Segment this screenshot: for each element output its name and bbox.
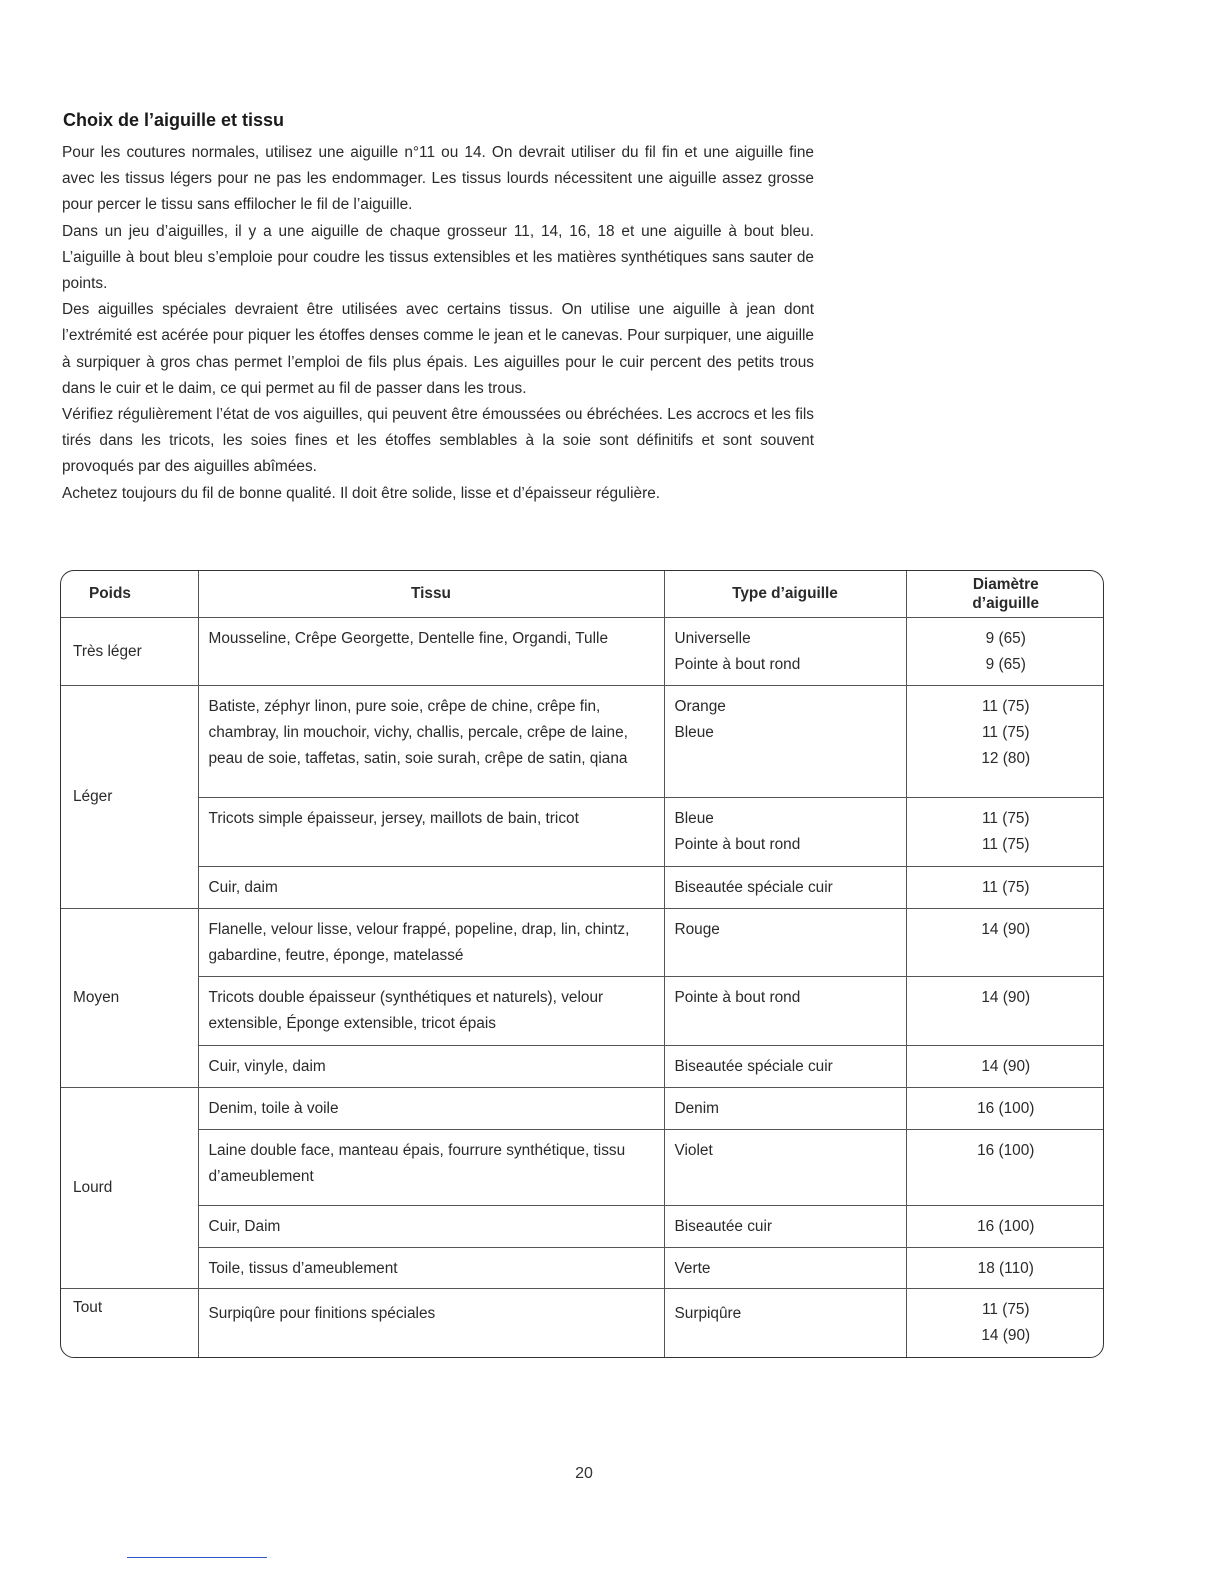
diam-value: 12 (80): [981, 750, 1031, 768]
type-value: Denim: [674, 1099, 719, 1117]
type-value: Biseautée cuir: [674, 1217, 773, 1235]
group-leger: Léger: [61, 686, 198, 908]
footer-rule: [127, 1557, 267, 1558]
group-tout: Tout: [61, 1289, 198, 1357]
cell-diametre: [906, 1087, 1104, 1129]
cell-type: [664, 1045, 906, 1087]
type-value: Rouge: [674, 920, 720, 938]
diam-value: 14 (90): [981, 1327, 1031, 1345]
cell-tissu: Cuir, daim: [198, 866, 664, 908]
header-poids: Poids: [61, 571, 198, 618]
table-header-row: [61, 571, 1104, 618]
diam-value: 14 (90): [981, 1057, 1031, 1075]
intro-text: [62, 140, 814, 507]
type-value: Pointe à bout rond: [674, 989, 801, 1007]
type-value: Biseautée spéciale cuir: [674, 1057, 833, 1075]
paragraph: Achetez toujours du fil de bonne qualité. Il doit être solide, lisse et d’épaisseur régulière.: [62, 484, 661, 502]
paragraph: Vérifiez régulièrement l’état de vos aiguilles, qui peuvent être émoussées ou ébréchées. Les accrocs et les fils tirés dans les tricots, les soies fines et les étoffes semblables à la soie sont définitifs et sont souvent provoqués par des aiguilles abîmées.: [62, 406, 814, 476]
group-tres-leger: Très léger: [61, 618, 198, 686]
diam-value: 11 (75): [981, 836, 1030, 854]
header-tissu: Tissu: [198, 571, 664, 618]
type-value: Surpiqûre: [674, 1305, 742, 1323]
table-row: [61, 1289, 1104, 1357]
table-row: [61, 1045, 1104, 1087]
group-lourd: Lourd: [61, 1087, 198, 1289]
paragraph: Pour les coutures normales, utilisez une aiguille n°11 ou 14. On devrait utiliser du fil fin et une aiguille fine avec les tissus légers pour ne pas les endommager. Les tissus lourds nécessitent une aiguille assez grosse pour percer le tissu sans effilocher le fil de l’aiguille.: [62, 144, 814, 214]
header-diametre-line1: Diamètre: [972, 576, 1039, 593]
cell-type: [664, 1289, 906, 1357]
cell-diametre: [906, 977, 1104, 1045]
cell-type: [664, 1205, 906, 1247]
group-moyen: Moyen: [61, 908, 198, 1087]
cell-tissu: Toile, tissus d’ameublement: [198, 1247, 664, 1289]
table-row: [61, 1205, 1104, 1247]
cell-type: [664, 686, 906, 798]
type-value: Violet: [674, 1141, 713, 1159]
cell-diametre: [906, 1045, 1104, 1087]
diam-value: 11 (75): [981, 698, 1030, 716]
cell-diametre: [906, 866, 1104, 908]
cell-tissu: Tricots simple épaisseur, jersey, maillots de bain, tricot: [198, 798, 664, 866]
cell-tissu: Flanelle, velour lisse, velour frappé, popeline, drap, lin, chintz, gabardine, feutre, éponge, matelassé: [198, 908, 664, 976]
cell-diametre: [906, 686, 1104, 798]
cell-type: [664, 908, 906, 976]
table-row: [61, 866, 1104, 908]
cell-tissu: Denim, toile à voile: [198, 1087, 664, 1129]
paragraph: Des aiguilles spéciales devraient être utilisées avec certains tissus. On utilise une aiguille à jean dont l’extrémité est acérée pour piquer les étoffes denses comme le jean et le canevas. Pour surpiquer, une aiguille à surpiquer à gros chas permet l’emploi de fils plus épais. Les aiguilles pour le cuir percent des petits trous dans le cuir et le daim, ce qui permet au fil de passer dans les trous.: [62, 301, 814, 397]
cell-tissu: Batiste, zéphyr linon, pure soie, crêpe de chine, crêpe fin, chambray, lin mouchoir, vichy, challis, percale, crêpe de laine, peau de soie, taffetas, satin, soie surah, crêpe de satin, qiana: [198, 686, 664, 798]
diam-value: 9 (65): [985, 656, 1026, 673]
cell-type: [664, 1129, 906, 1205]
cell-diametre: [906, 1205, 1104, 1247]
cell-diametre: [906, 1289, 1104, 1357]
table-row: [61, 1087, 1104, 1129]
type-value: Biseautée spéciale cuir: [674, 878, 833, 896]
diam-value: 11 (75): [981, 810, 1030, 828]
diam-value: 16 (100): [977, 1141, 1035, 1159]
cell-tissu: Laine double face, manteau épais, fourrure synthétique, tissu d’ameublement: [198, 1129, 664, 1205]
diam-value: 11 (75): [981, 1301, 1030, 1319]
section-heading: Choix de l’aiguille et tissu: [63, 110, 285, 130]
diam-value: 14 (90): [981, 920, 1031, 938]
table-row: [61, 1247, 1104, 1289]
cell-type: [664, 1247, 906, 1289]
type-value: Pointe à bout rond: [674, 656, 801, 673]
cell-type: [664, 866, 906, 908]
cell-tissu: Surpiqûre pour finitions spéciales: [198, 1289, 664, 1357]
cell-type: [664, 798, 906, 866]
diam-value: 18 (110): [977, 1259, 1034, 1277]
cell-tissu: Tricots double épaisseur (synthétiques et naturels), velour extensible, Éponge extensible, tricot épais: [198, 977, 664, 1045]
paragraph: Dans un jeu d’aiguilles, il y a une aiguille de chaque grosseur 11, 14, 16, 18 et une aiguille à bout bleu. L’aiguille à bout bleu s’emploie pour coudre les tissus extensibles et les matières synthétiques sans sauter de points.: [62, 222, 814, 293]
needle-fabric-table: [60, 570, 1104, 1358]
type-value: Orange: [674, 698, 726, 716]
type-value: Bleue: [674, 810, 714, 828]
cell-tissu: Cuir, Daim: [198, 1205, 664, 1247]
cell-diametre: [906, 798, 1104, 866]
diam-value: 11 (75): [981, 724, 1030, 742]
table-row: [61, 1129, 1104, 1205]
page-number: 20: [575, 1465, 593, 1482]
table-row: [61, 618, 1104, 686]
type-value: Verte: [674, 1259, 711, 1277]
header-type: Type d’aiguille: [664, 571, 906, 618]
table-row: [61, 798, 1104, 866]
cell-type: [664, 618, 906, 686]
diam-value: 16 (100): [977, 1099, 1035, 1117]
cell-tissu: Cuir, vinyle, daim: [198, 1045, 664, 1087]
diam-value: 14 (90): [981, 989, 1031, 1007]
cell-diametre: [906, 618, 1104, 686]
type-value: Universelle: [674, 630, 751, 647]
diam-value: 9 (65): [985, 630, 1026, 647]
header-diametre-line2: d’aiguille: [972, 595, 1040, 612]
table-row: [61, 686, 1104, 798]
table-row: [61, 908, 1104, 976]
cell-tissu: Mousseline, Crêpe Georgette, Dentelle fine, Organdi, Tulle: [198, 618, 664, 686]
diam-value: 16 (100): [977, 1217, 1035, 1235]
cell-diametre: [906, 1129, 1104, 1205]
cell-type: [664, 1087, 906, 1129]
table-row: [61, 977, 1104, 1045]
cell-type: [664, 977, 906, 1045]
diam-value: 11 (75): [981, 878, 1030, 896]
header-diametre: [906, 571, 1104, 618]
type-value: Bleue: [674, 724, 714, 742]
cell-diametre: [906, 1247, 1104, 1289]
cell-diametre: [906, 908, 1104, 976]
type-value: Pointe à bout rond: [674, 836, 801, 854]
